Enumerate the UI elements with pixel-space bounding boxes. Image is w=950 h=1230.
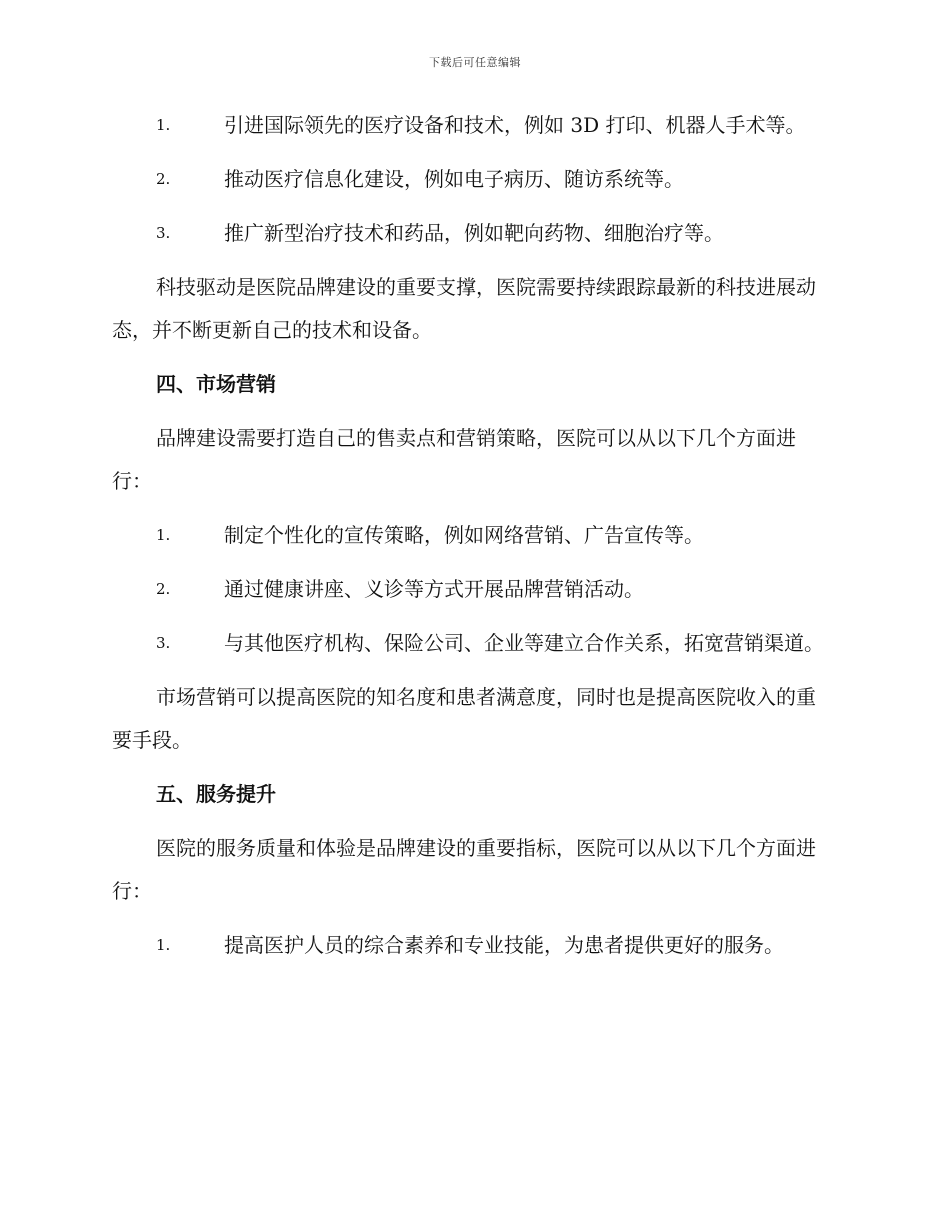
section-intro: 医院的服务质量和体验是品牌建设的重要指标，医院可以从以下几个方面进行：: [112, 836, 816, 903]
list-text: 与其他医疗机构、保险公司、企业等建立合作关系，拓宽营销渠道。: [224, 631, 824, 655]
list-item: [112, 568, 832, 611]
list-text: 制定个性化的宣传策略，例如网络营销、广告宣传等。: [224, 523, 704, 547]
list-item: [112, 514, 832, 557]
section-heading: 五、服务提升: [156, 782, 276, 806]
section-intro: 品牌建设需要打造自己的售卖点和营销策略，医院可以从以下几个方面进行：: [112, 426, 796, 493]
list-number: 3.: [156, 224, 171, 242]
list-number: 2.: [156, 580, 171, 598]
list-item: [112, 104, 832, 147]
list-text: 推动医疗信息化建设，例如电子病历、随访系统等。: [224, 167, 684, 191]
list-number: 3.: [156, 634, 171, 652]
list-text: 提高医护人员的综合素养和专业技能，为患者提供更好的服务。: [224, 933, 784, 957]
list-item: [112, 212, 832, 255]
section-heading: 四、市场营销: [156, 372, 276, 396]
list-number: 1.: [156, 116, 171, 134]
list-number: 1.: [156, 526, 171, 544]
list-item: [112, 622, 832, 665]
list-number: 2.: [156, 170, 171, 188]
list-item: [112, 158, 832, 201]
list-number: 1.: [156, 936, 171, 954]
section-conclusion: 市场营销可以提高医院的知名度和患者满意度，同时也是提高医院收入的重要手段。: [112, 685, 816, 752]
section-conclusion: 科技驱动是医院品牌建设的重要支撑，医院需要持续跟踪最新的科技进展动态，并不断更新自己的技术和设备。: [112, 275, 816, 342]
document-body: [112, 104, 832, 978]
page-header: 下载后可任意编辑: [429, 56, 521, 69]
list-text: 推广新型治疗技术和药品，例如靶向药物、细胞治疗等。: [224, 221, 724, 245]
list-text: 通过健康讲座、义诊等方式开展品牌营销活动。: [224, 577, 644, 601]
list-text: 引进国际领先的医疗设备和技术，例如 3D 打印、机器人手术等。: [224, 113, 806, 137]
list-item: [112, 924, 832, 967]
